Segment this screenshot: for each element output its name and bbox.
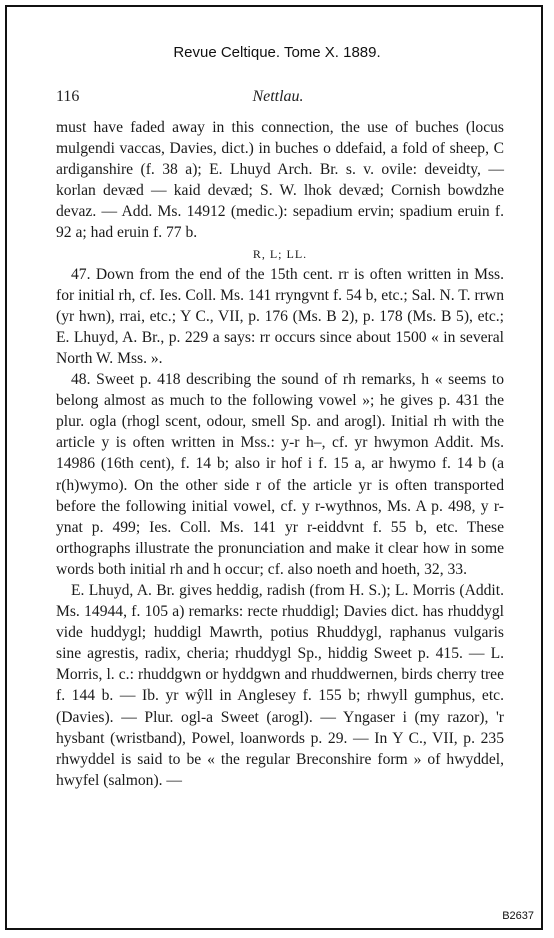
paragraph: must have faded away in this connection, the use of buches (locus mulgendi vaccas, Davies, dict.) in buches o ddefaid, a fold of sheep, C ardiganshire (f. 38 a); E. Lhuyd Arch. Br. s. v. ovile: deveidty, — korlan devæd — kaid devæd; S. W. lhok devæd; Cornish bowdzhe devaz. — Add. Ms. 14912 (medic.): sepadium ervin; spadium eruin f. 92 a; had eruin f. 77 b. <box>56 119 504 242</box>
page-number: 116 <box>56 88 80 105</box>
body-text <box>56 117 504 791</box>
running-head: Nettlau. <box>252 88 304 105</box>
paragraph: E. Lhuyd, A. Br. gives heddig, radish (from H. S.); L. Morris (Addit. Ms. 14944, f. 105 a) remarks: recte rhuddigl; Davies dict. has rhuddygl vide huddygl; huddigl Mawrth, potius Rhuddygl, raphanus vulgaris sine agrestis, radix, cheria; rhuddygl Sp., hiddig Sweet p. 415. — L. Morris, l. c.: rhuddgwn or hyddgwn and rhuddwernen, birds cherry tree f. 144 b. — Ib. yr wŷll in Anglesey f. 155 b; rhwyll gumphus, etc. (Davies). — Plur. ogl-a Sweet (arogl). — Yngaser i (my razor), 'r hysbant (wristband), Powel, loanwords p. 29. — In Y C., VII, p. 235 rhwyddel is said to be « the regular Breconshire form » of hwyddel, hwyfel (salmon). — <box>56 581 504 789</box>
section-heading: R, L; LL. <box>252 246 308 261</box>
document-title: Revue Celtique. Tome X. 1889. <box>173 44 381 61</box>
paragraph: 47. Down from the end of the 15th cent. rr is often written in Mss. for initial rh, cf. Ies. Coll. Ms. 141 rryngvnt f. 54 b, etc.; Sal. N. T. rrwn (yr hwn), rrai, etc.; Y C., VII, p. 176 (Ms. B 2), p. 178 (Ms. B 5), etc.; E. Lhuyd, A. Br., p. 229 a says: rr occurs since about 1500 « in several North W. Mss. ». <box>56 265 504 367</box>
archive-code: B2637 <box>502 910 534 922</box>
paragraph: 48. Sweet p. 418 describing the sound of rh remarks, h « seems to belong almost as much to the following vowel »; he gives p. 431 the plur. ogla (rhogl scent, odour, smell Sp. and arogl). Initial rh with the article y is often written in Mss.: y-r h–, cf. yr hwymon Addit. Ms. 14986 (16th cent), f. 14 b; also ir hof i f. 15 a, ar hwymo f. 14 b (a r(h)wymo). On the other side r of the article yr is often transported before the following initial vowel, cf. y r-wythnos, Ms. A p. 498, y r-ynat p. 499; Ies. Coll. Ms. 141 yr r-eiddvnt f. 55 b, etc. These orthographs illustrate the pronunciation and make it clear how in some words both initial rh and h occur; cf. also noeth and hoeth, 32, 33. <box>56 371 504 578</box>
